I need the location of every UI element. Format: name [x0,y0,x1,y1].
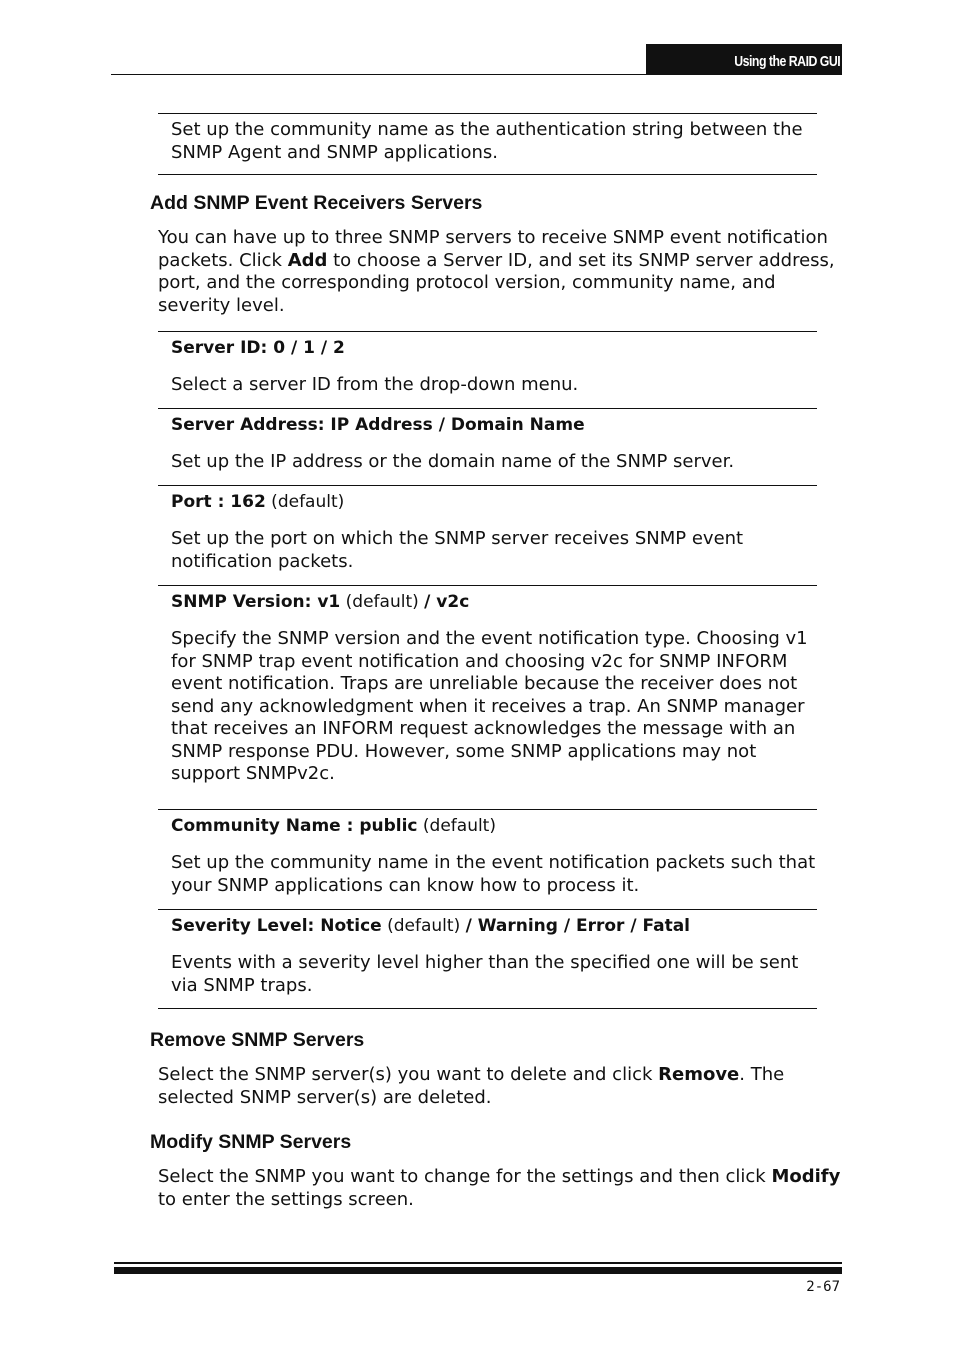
footer-rule-thick [114,1267,842,1274]
param-port [158,485,817,586]
modify-servers-text: Select the SNMP you want to change for the settings and then click Modify to enter the settings screen. [158,1166,841,1210]
footer-rule [114,1262,842,1264]
community-intro-box [158,113,817,175]
modify-keyword: Modify [771,1166,841,1187]
param-description: Select a server ID from the drop-down menu. [171,374,579,395]
param-title: Port : 162 (default) [171,492,345,512]
param-server-address [158,408,817,486]
param-community-name [158,809,817,910]
box-divider [158,1008,817,1009]
param-title: Severity Level: Notice (default) / Warning / Error / Fatal [171,916,690,936]
intro-text-start: You can have up to three SNMP servers to receive SNMP event notification packets. Click [158,227,828,271]
remove-servers-text: Select the SNMP server(s) you want to delete and click Remove. The selected SNMP server(s) are deleted. [158,1064,785,1108]
param-title: Server Address: IP Address / Domain Name [171,415,585,435]
box-divider [158,174,817,175]
section-tab-label: Using the RAID GUI [734,53,840,70]
param-description: Set up the port on which the SNMP server receives SNMP event notification packets. [171,528,744,572]
modify-servers-heading: Modify SNMP Servers [150,1131,352,1153]
add-keyword: Add [287,249,328,271]
intro-text-end: to choose a Server ID, and set its SNMP server address, port, and the corresponding protocol version, community name, and severity level. [158,249,835,316]
param-severity-level [158,909,817,1009]
param-title: Server ID: 0 / 1 / 2 [171,338,345,358]
param-server-id [158,331,817,409]
param-description: Events with a severity level higher than the specified one will be sent via SNMP traps. [171,952,799,996]
page-number: 2-67 [806,1279,840,1295]
add-servers-intro [158,227,848,317]
param-description: Set up the community name in the event notification packets such that your SNMP applications can know how to process it. [171,852,816,896]
add-servers-heading: Add SNMP Event Receivers Servers [150,192,483,214]
remove-servers-heading: Remove SNMP Servers [150,1029,365,1051]
param-snmp-version [158,585,817,810]
community-intro-text: Set up the community name as the authentication string between the SNMP Agent and SNMP applications. [171,119,803,163]
param-title: SNMP Version: v1 (default) / v2c [171,592,470,612]
remove-keyword: Remove [658,1064,740,1085]
param-description: Specify the SNMP version and the event notification type. Choosing v1 for SNMP trap event notification and choosing v2c for SNMP INFORM event notification. Traps are unreliable because the receiver does not send any acknowledgment when it receives a trap. An SNMP manager that receives an INFORM request acknowledges the message with an SNMP response PDU. However, some SNMP applications may not support SNMPv2c. [171,628,808,784]
param-description: Set up the IP address or the domain name of the SNMP server. [171,451,735,472]
section-tab [646,44,842,75]
param-title: Community Name : public (default) [171,816,496,836]
